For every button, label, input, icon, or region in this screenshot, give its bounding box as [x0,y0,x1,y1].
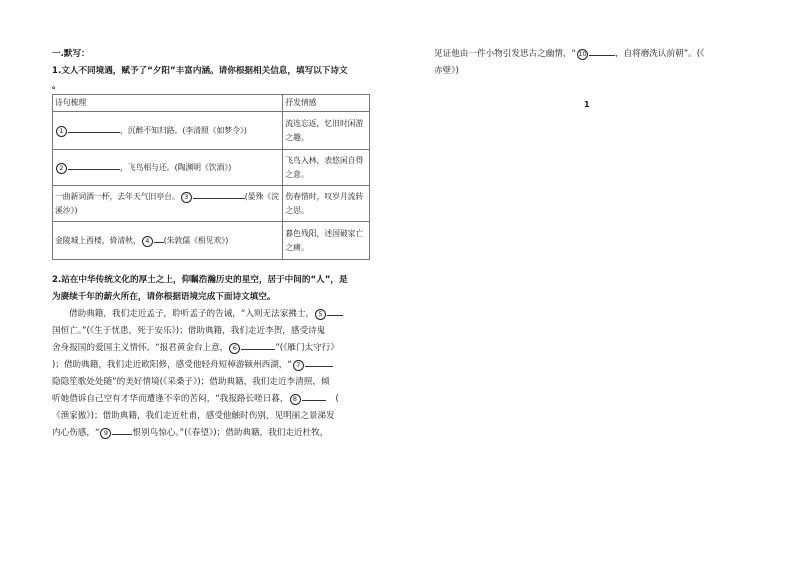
answer-blank[interactable] [305,357,333,367]
row-text: 一曲新词酒一杯，去年天气旧亭台。 [55,192,180,201]
page-number: 1 [584,100,590,109]
answer-blank[interactable] [112,425,132,435]
answer-blank[interactable] [327,306,343,316]
section-title: 一.默写： [52,49,90,59]
answer-blank[interactable] [193,189,245,199]
row-emotion: 飞鸟入林，表悠闲自得之意。 [283,150,370,186]
answer-blank[interactable] [68,160,120,170]
circled-number: 8 [290,394,301,405]
right-column: 见证他由一件小物引发思古之幽情，“ 10 ，自将磨洗认前朝”。(《 赤壁》) [434,46,756,80]
circled-number: 6 [229,343,240,354]
table-header-row [53,95,370,112]
row-text: ，飞鸟相与还。(陶渊明《饮酒》) [120,163,232,172]
table-header-left: 诗句梳理 [53,95,283,112]
table-row [53,186,370,222]
row-text: (朱敦儒《相见欢》) [163,236,229,245]
q2-intro-line1: 2.站在中华传统文化的厚土之上，仰瞩浩瀚历史的星空，居于中间的“人”，是 [52,275,348,285]
table-header-right: 抒发情感 [283,95,370,112]
poem-table [52,94,370,260]
answer-blank[interactable] [302,391,326,401]
table-row [53,222,370,260]
circled-number: 10 [578,50,587,58]
row-text: 金陵城上西楼，倚清秋， [55,236,141,245]
answer-blank[interactable] [154,233,164,243]
answer-blank[interactable] [68,123,120,133]
q2-intro-line2: 为赓续千年的薪火所在，请你根据语境完成下面诗文填空。 [52,292,276,302]
answer-blank[interactable] [589,46,615,56]
left-column [52,46,374,442]
row-text: ，沉醉不知归路。(李清照《如梦令》) [120,126,247,135]
row-emotion: 流连忘返，忆旧时闲游之趣。 [283,112,370,150]
table-row [53,150,370,186]
row-text: (晏殊《浣溪沙》) [55,192,279,215]
circled-number: 9 [100,428,111,439]
circled-number: 4 [142,236,153,247]
circled-number: 1 [56,126,67,137]
row-emotion: 伤春惜时，叹岁月流转之思。 [283,186,370,222]
q1-intro-line2: 。 [52,81,61,91]
circled-number: 5 [315,309,326,320]
circled-number: 7 [293,360,304,371]
q1-intro-line1: 1.文人不同境遇，赋予了“夕阳”丰富内涵。请你根据相关信息，填写以下诗文 [52,66,348,76]
row-emotion: 暮色残阳，述国破家亡之痛。 [283,222,370,260]
answer-blank[interactable] [241,340,275,350]
circled-number: 3 [181,192,192,203]
circled-number: 2 [56,163,67,174]
q2-passage: 借助典籍，我们走近孟子，聆听孟子的告诫，“入则无法家拂士， 5 国恒亡。”(《生于忧患，死于安乐》)；借助典籍，我们走近李贺，感受诗鬼 舍身报国的爱国主义情怀。“报君黄金台上意， 6 ”(《雁门太守行》 )；借助典籍，我们走近欧阳修，感受他轻舟短棹游颍州西湖，“ 7 隐隐笙歌处处随”的美好情境(《采桑子》)；借助典籍，我们走近李清照，倾 听她借诉自己空有才华而遭逢不幸的苦闷，“我报路长嗟日暮， 8 ( 《渔家傲》)；借助典籍，我们走近杜甫，感受他触时伤别，见明丽之景涕发 内心伤感，“ 9 恨别鸟惊心。”(《春望》)；借助典籍，我们走近杜牧， [52,306,374,442]
table-row [53,112,370,150]
